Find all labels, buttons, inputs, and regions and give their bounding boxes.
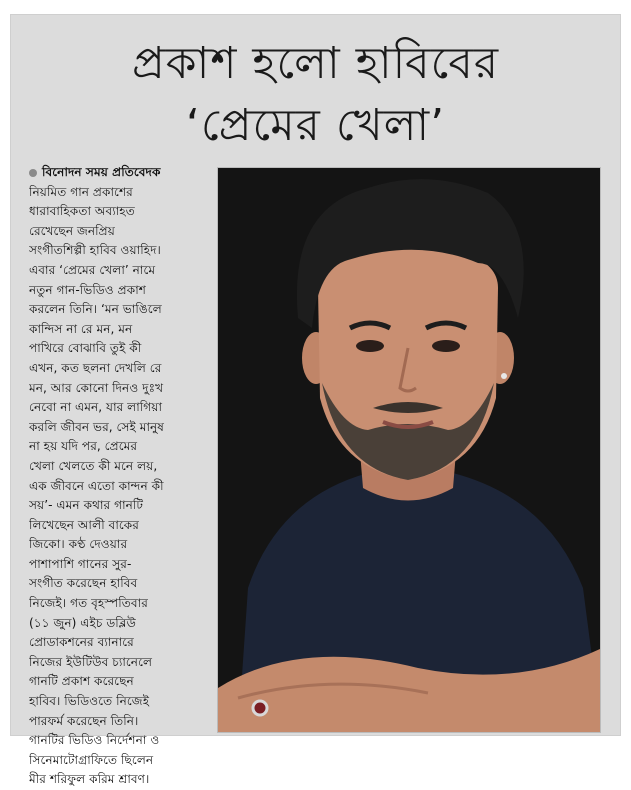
body-line: এক জীবনে এতো কান্দন কী <box>29 478 164 493</box>
body-line: নিয়মিত গান প্রকাশের <box>29 184 133 199</box>
body-line: করলি জীবন ভর, সেই মানুষ <box>29 419 165 434</box>
body-line: করলেন তিনি। ‘মন ভাঙিলে <box>29 302 162 317</box>
body-line: নতুন গান-ভিডিও প্রকাশ <box>29 282 146 297</box>
headline <box>11 33 620 157</box>
body-line: লিখেছেন আলী বাকের <box>29 517 140 532</box>
body-line: নেবো না এমন, যার লাগিয়া <box>29 400 162 415</box>
body-line: গানটির ভিডিও নির্দেশনা ও <box>29 733 160 748</box>
body-text <box>29 183 221 790</box>
headline-line-1: প্রকাশ হলো হাবিবের <box>131 38 500 89</box>
body-line: খেলা খেলতে কী মনে লয়, <box>29 458 158 473</box>
body-line: সয়’- এমন কথার গানটি <box>29 498 144 513</box>
headline-line-2: ‘প্রেমের খেলা’ <box>185 100 446 151</box>
body-line: পারফর্ম করেছেন তিনি। <box>29 713 139 728</box>
body-line: ধারাবাহিকতা অব্যাহত <box>29 204 135 219</box>
body-line: পাখিরে বোঝাবি তুই কী <box>29 341 142 356</box>
body-line: প্রোডাকশনের ব্যানারে <box>29 635 134 650</box>
left-eye <box>356 340 384 352</box>
body-line: এখন, কত ছলনা দেখলি রে <box>29 360 162 375</box>
body-line: জিকো। কণ্ঠ দেওয়ার <box>29 537 128 552</box>
ring <box>253 701 267 715</box>
body-line: রেখেছেন জনপ্রিয় <box>29 223 115 238</box>
body-line: মন, আর কোনো দিনও দুঃখ <box>29 380 164 395</box>
body-line: সংগীত করেছেন হাবিব <box>29 576 138 591</box>
earring <box>501 373 507 379</box>
body-line: না হয় যদি পর, প্রেমের <box>29 439 138 454</box>
article-body <box>29 163 221 790</box>
body-line: নিজেই। গত বৃহস্পতিবার <box>29 596 148 611</box>
article-photo <box>217 167 601 733</box>
body-line: পাশাপাশি গানের সুর- <box>29 556 132 571</box>
body-line: কান্দিস না রে মন, মন <box>29 321 133 336</box>
byline-text: বিনোদন সময় প্রতিবেদক <box>42 165 161 179</box>
newspaper-clipping <box>10 14 621 787</box>
body-line: সিনেমাটোগ্রাফিতে ছিলেন <box>29 752 154 767</box>
body-line: এবার ‘প্রেমের খেলা’ নামে <box>29 262 156 277</box>
body-line: সংগীতশিল্পী হাবিব ওয়াহিদ। <box>29 243 161 258</box>
body-line: নিজের ইউটিউব চ্যানেলে <box>29 654 153 669</box>
body-line: মীর শরিফুল করিম শ্রাবণ। <box>29 772 150 787</box>
body-line: গানটি প্রকাশ করেছেন <box>29 674 134 689</box>
byline <box>29 163 221 183</box>
body-line: হাবিব। ভিডিওতে নিজেই <box>29 694 150 709</box>
right-eye <box>432 340 460 352</box>
body-line: (১১ জুন) এইচ ডব্লিউ <box>29 615 137 630</box>
portrait-image <box>218 168 601 733</box>
bullet-icon <box>29 169 37 177</box>
